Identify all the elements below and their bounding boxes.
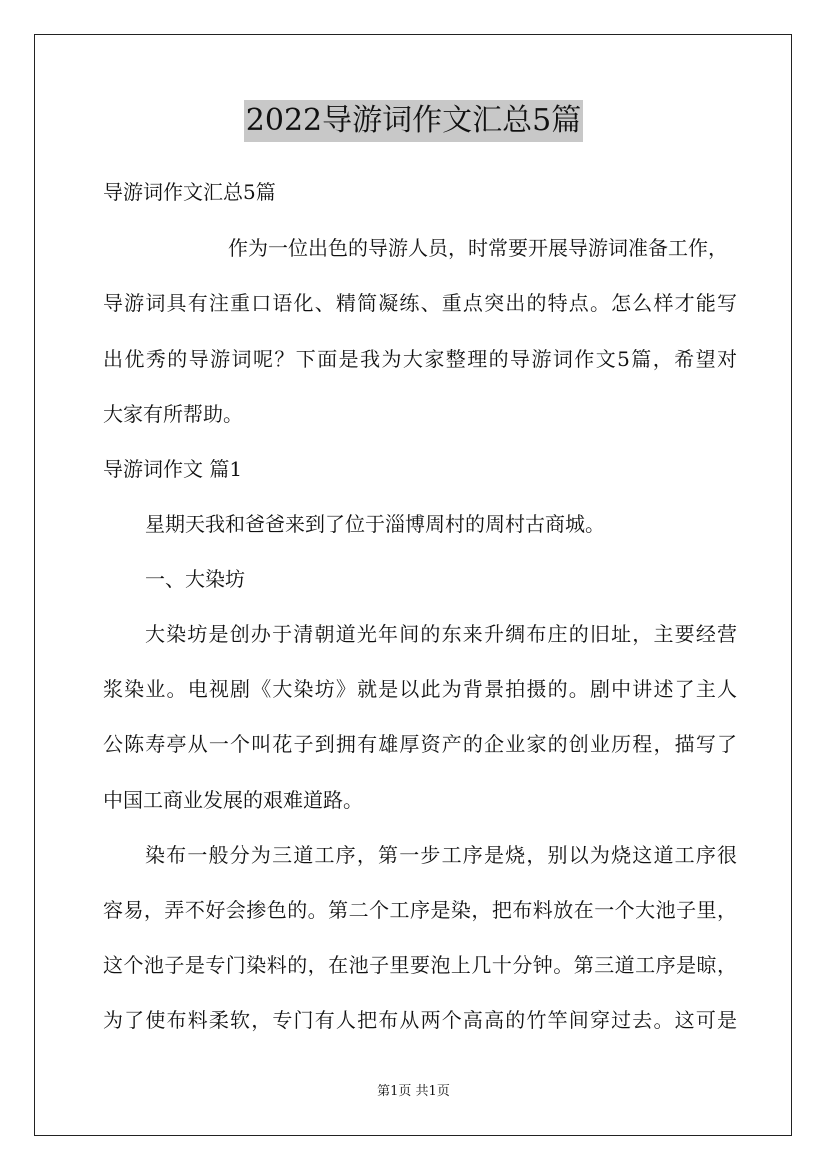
paragraph-4-line-1: 染布一般分为三道工序，第一步工序是烧，别以为烧这道工序很 <box>145 843 737 867</box>
intro-line-4: 大家有所帮助。 <box>103 402 243 426</box>
paragraph-1: 星期天我和爸爸来到了位于淄博周村的周村古商城。 <box>145 512 605 536</box>
paragraph-4-line-3: 这个池子是专门染料的，在池子里要泡上几十分钟。第三道工序是晾， <box>103 953 737 977</box>
paragraph-3-line-4: 中国工商业发展的艰难道路。 <box>103 788 363 812</box>
title-container <box>0 100 827 142</box>
page-number-footer: 第1页 共1页 <box>377 1084 450 1099</box>
paragraph-3-line-2: 浆染业。电视剧《大染坊》就是以此为背景拍摄的。剧中讲述了主人 <box>103 677 737 701</box>
document-subtitle: 导游词作文汇总5篇 <box>103 180 276 204</box>
section-heading: 导游词作文 篇1 <box>103 457 243 481</box>
document-title: 2022导游词作文汇总5篇 <box>244 100 583 142</box>
paragraph-4-line-2: 容易，弄不好会掺色的。第二个工序是染，把布料放在一个大池子里， <box>103 898 737 922</box>
paragraph-3-line-3: 公陈寿亭从一个叫花子到拥有雄厚资产的企业家的创业历程，描写了 <box>103 732 737 756</box>
paragraph-4-line-4: 为了使布料柔软，专门有人把布从两个高高的竹竿间穿过去。这可是 <box>103 1008 737 1032</box>
intro-line-2: 导游词具有注重口语化、精简凝练、重点突出的特点。怎么样才能写 <box>103 291 737 315</box>
paragraph-3-line-1: 大染坊是创办于清朝道光年间的东来升绸布庄的旧址，主要经营 <box>145 622 737 646</box>
intro-line-1: 作为一位出色的导游人员，时常要开展导游词准备工作， <box>228 236 728 260</box>
intro-line-3: 出优秀的导游词呢？下面是我为大家整理的导游词作文5篇，希望对 <box>103 347 737 371</box>
paragraph-2-heading: 一、大染坊 <box>145 567 245 591</box>
